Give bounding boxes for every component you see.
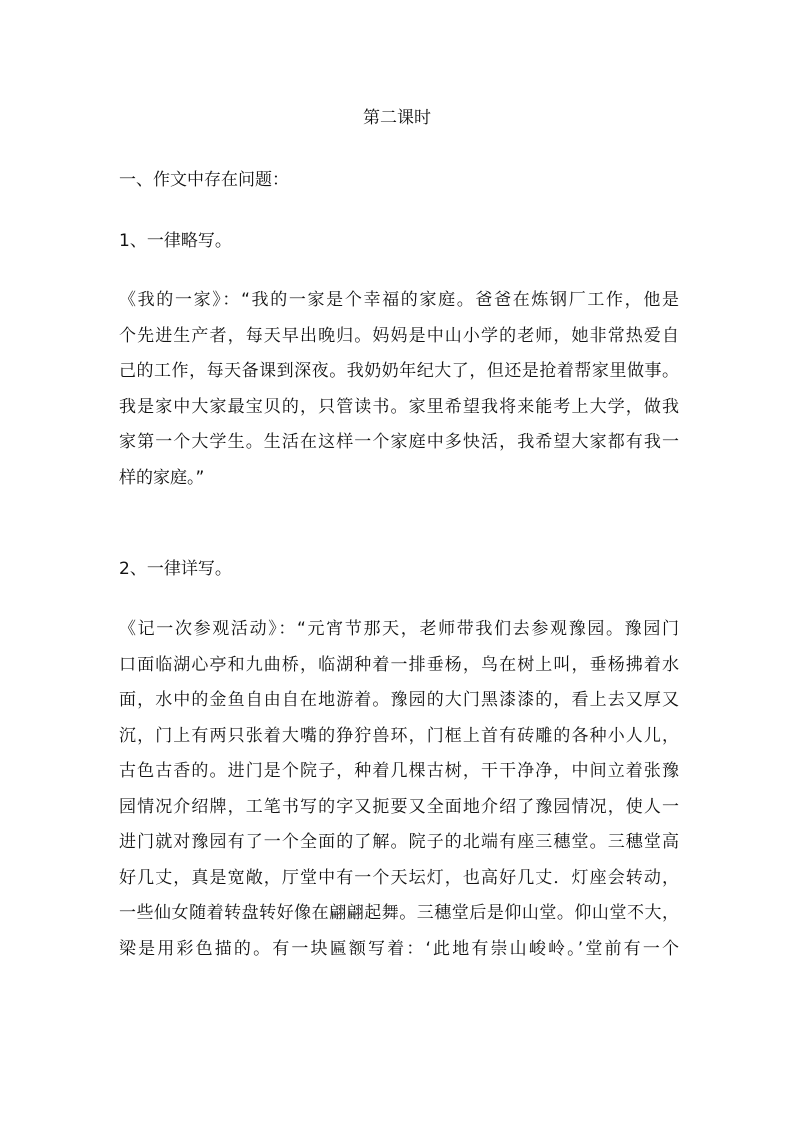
paragraph-line: 《记一次参观活动》：“元宵节那天，老师带我们去参观豫园。豫园门	[119, 619, 679, 639]
paragraph-line: 《我的一家》：“我的一家是个幸福的家庭。爸爸在炼钢厂工作，他是	[119, 290, 679, 310]
paragraph-line: 一些仙女随着转盘转好像在翩翩起舞。三穗堂后是仰山堂。仰山堂不大，	[119, 903, 679, 923]
page-title: 第二课时	[363, 108, 431, 128]
paragraph-line: 家第一个大学生。生活在这样一个家庭中多快活，我希望大家都有我一	[119, 432, 679, 452]
paragraph-line: 沉，门上有两只张着大嘴的狰狞兽环，门框上首有砖雕的各种小人儿，	[119, 725, 679, 746]
paragraph-line: 己的工作，每天备课到深夜。我奶奶年纪大了，但还是抢着帮家里做事。	[119, 361, 679, 381]
paragraph-line: 口面临湖心亭和九曲桥，临湖种着一排垂杨，鸟在树上叫，垂杨拂着水	[119, 654, 679, 675]
paragraph-line: 样的家庭。”	[119, 467, 205, 488]
paragraph-line: 好几丈，真是宽敞，厅堂中有一个天坛灯，也高好几丈．灯座会转动，	[119, 867, 679, 888]
paragraph-line: 面，水中的金鱼自由自在地游着。豫园的大门黑漆漆的，看上去又厚又	[119, 690, 679, 710]
paragraph-line: 梁是用彩色描的。有一块匾额写着：‘此地有崇山峻岭。’堂前有一个	[119, 938, 679, 959]
section-heading: 一、作文中存在问题：	[119, 170, 289, 190]
paragraph-line: 进门就对豫园有了一个全面的了解。院子的北端有座三穗堂。三穗堂高	[119, 832, 679, 852]
item-1-paragraph	[119, 283, 679, 496]
paragraph-line: 古色古香的。进门是个院子，种着几棵古树，干干净净，中间立着张豫	[119, 761, 679, 781]
item-1-heading: 1、一律略写。	[119, 231, 232, 251]
paragraph-line: 我是家中大家最宝贝的，只管读书。家里希望我将来能考上大学，做我	[119, 396, 679, 417]
paragraph-line: 园情况介绍牌，工笔书写的字又扼要又全面地介绍了豫园情况，使人一	[119, 796, 679, 817]
item-2-heading: 2、一律详写。	[119, 559, 232, 579]
item-2-paragraph	[119, 612, 679, 967]
paragraph-line: 个先进生产者，每天早出晚归。妈妈是中山小学的老师，她非常热爱自	[119, 325, 679, 346]
